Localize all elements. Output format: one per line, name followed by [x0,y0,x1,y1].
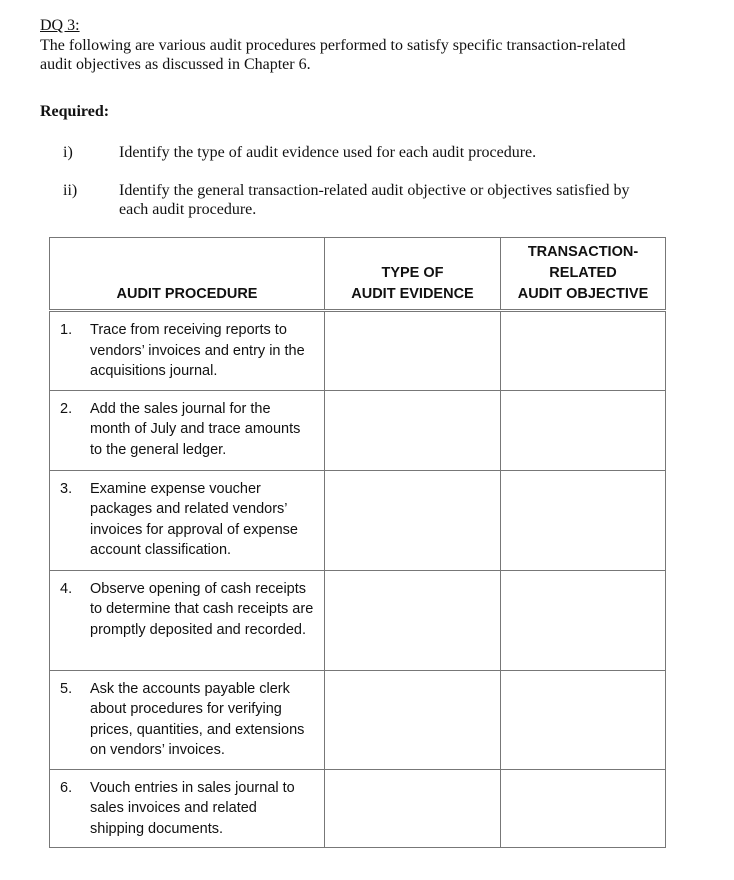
evidence-answer-cell[interactable] [325,570,501,670]
procedure-number: 1. [60,322,73,338]
header-transaction-related-audit-objective: TRANSACTION- RELATED AUDIT OBJECTIVE [501,238,666,311]
table-row [50,390,666,470]
procedure-text: Vouch entries in sales journal to sales invoices and related shipping documents. [90,779,295,837]
required-label: Required: [40,103,110,120]
table-row [50,311,666,391]
procedure-cell [50,470,325,570]
procedure-text: Examine expense voucher packages and related vendors’ invoices for approval of expense account classification. [90,480,298,558]
procedure-cell [50,670,325,769]
evidence-answer-cell[interactable] [325,311,501,391]
objective-answer-cell[interactable] [501,769,666,848]
intro-paragraph: The following are various audit procedures performed to satisfy specific transaction-related audit objectives as discussed in Chapter 6. [40,37,626,73]
table-row [50,570,666,670]
procedure-number: 4. [60,580,73,597]
objective-answer-cell[interactable] [501,311,666,391]
requirement-text: Identify the general transaction-related audit objective or objectives satisfied by each audit procedure. [119,182,630,218]
procedure-text: Trace from receiving reports to vendors’ invoices and entry in the acquisitions journal. [90,322,305,379]
table-row [50,670,666,769]
procedure-number: 5. [60,680,73,697]
procedure-text: Observe opening of cash receipts to determine that cash receipts are promptly deposited and recorded. [90,580,314,638]
objective-answer-cell[interactable] [501,470,666,570]
requirement-number: ii) [63,182,78,199]
question-heading: DQ 3: [40,17,80,34]
table-header-row [50,238,666,311]
procedure-text: Add the sales journal for the month of July and trace amounts to the general ledger. [90,400,301,458]
evidence-answer-cell[interactable] [325,470,501,570]
procedure-number: 2. [60,400,73,417]
procedure-cell [50,769,325,848]
objective-answer-cell[interactable] [501,570,666,670]
procedure-number: 3. [60,480,73,497]
evidence-answer-cell[interactable] [325,670,501,769]
table-row [50,470,666,570]
procedure-text: Ask the accounts payable clerk about procedures for verifying prices, quantities, and extensions on vendors’ invoices. [90,680,305,758]
audit-procedures-table [49,237,665,848]
objective-answer-cell[interactable] [501,390,666,470]
requirement-number: i) [63,144,73,161]
procedure-number: 6. [60,779,73,796]
header-audit-procedure: AUDIT PROCEDURE [50,238,325,311]
header-type-of-audit-evidence: TYPE OF AUDIT EVIDENCE [325,238,501,311]
evidence-answer-cell[interactable] [325,769,501,848]
table-row [50,769,666,848]
procedure-cell [50,311,325,391]
procedure-cell [50,570,325,670]
objective-answer-cell[interactable] [501,670,666,769]
evidence-answer-cell[interactable] [325,390,501,470]
procedure-cell [50,390,325,470]
requirement-text: Identify the type of audit evidence used for each audit procedure. [119,144,537,161]
